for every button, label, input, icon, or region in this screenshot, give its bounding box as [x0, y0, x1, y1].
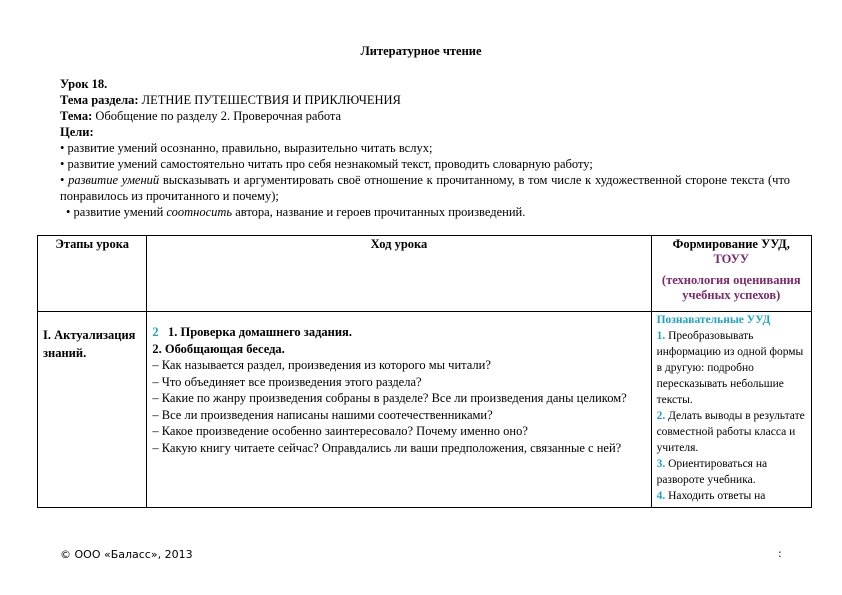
lesson-header [60, 76, 790, 220]
lesson-table [37, 235, 812, 508]
item-num: 2 [152, 325, 159, 339]
table-header-row [38, 236, 812, 312]
uud-category: Познавательные УУД [656, 314, 771, 326]
goals-label: Цели: [60, 125, 94, 139]
page-title: Литературное чтение [360, 44, 482, 58]
topic-line [60, 108, 790, 124]
uud-text: Находить ответы на [665, 490, 766, 502]
section-label: Тема раздела: [60, 93, 139, 107]
lesson-number: Урок 18. [60, 77, 108, 91]
uud-item [657, 488, 806, 504]
goal-bullet: • [60, 173, 69, 187]
uud-tech: (технология оценивания учебных успехов) [661, 273, 801, 302]
topic-value: Обобщение по разделу 2. Проверочная работа [92, 109, 342, 123]
stage-cell: I. Актуализация знаний. [38, 312, 147, 508]
uud-item [657, 456, 806, 488]
footer-copyright: © ООО «Баласс», 2013 [60, 548, 193, 561]
uud-cell [651, 312, 811, 508]
header-course: Ход урока [147, 236, 651, 312]
header-uud [651, 236, 811, 312]
topic-label: Тема: [60, 109, 93, 123]
goal-italic: соотносить [166, 205, 233, 219]
uud-num: 3. [656, 458, 666, 470]
uud-text: Ориентироваться на развороте учебника. [656, 458, 768, 486]
course-cell [147, 312, 651, 508]
question: – Какую книгу читаете сейчас? Оправдались ли ваши предположения, связанные с ней? [152, 440, 622, 455]
page-mark: : [778, 547, 782, 560]
table-row [38, 312, 812, 508]
header-stages: Этапы урока [38, 236, 147, 312]
question: – Все ли произведения написаны нашими соотечественниками? [152, 407, 493, 422]
course-item-2: 2. Обобщающая беседа. [152, 341, 285, 356]
course-item-1 [152, 324, 645, 341]
uud-title: Формирование УУД, [672, 237, 790, 251]
uud-text: Делать выводы в результате совместной работы класса и учителя. [656, 410, 805, 454]
goal-text: • развитие умений [66, 205, 167, 219]
uud-num: 1. [656, 330, 666, 342]
goal-text: высказывать и аргументировать своё отношение к прочитанному, в том числе к художественной стороне текста (что понравилось из прочитанного и почему); [60, 173, 790, 203]
goal-text: автора, название и героев прочитанных произведений. [232, 205, 526, 219]
section-value: ЛЕТНИЕ ПУТЕШЕСТВИЯ И ПРИКЛЮЧЕНИЯ [138, 93, 401, 107]
uud-text: Преобразовывать информацию из одной формы в другую: подробно пересказывать небольшие тексты. [656, 330, 804, 406]
item-text: 1. Проверка домашнего задания. [168, 325, 352, 339]
question: – Что объединяет все произведения этого раздела? [152, 374, 422, 389]
goal-item: • развитие умений самостоятельно читать про себя незнакомый текст, проводить словарную работу; [60, 157, 593, 171]
uud-item [657, 408, 806, 456]
uud-num: 4. [656, 490, 666, 502]
goal-item [60, 204, 790, 220]
uud-toyy: ТОУУ [713, 252, 750, 266]
goal-item [60, 172, 790, 204]
question: – Как называется раздел, произведения из которого мы читали? [152, 358, 491, 372]
goal-item: • развитие умений осознанно, правильно, выразительно читать вслух; [60, 141, 433, 155]
section-line [60, 92, 790, 108]
goal-italic: развитие умений [68, 173, 160, 187]
question: – Какое произведение особенно заинтересовало? Почему именно оно? [152, 424, 528, 438]
question: – Какие по жанру произведения собраны в разделе? Все ли произведения даны целиком? [152, 391, 627, 405]
uud-num: 2. [656, 410, 666, 422]
uud-item [657, 328, 806, 408]
